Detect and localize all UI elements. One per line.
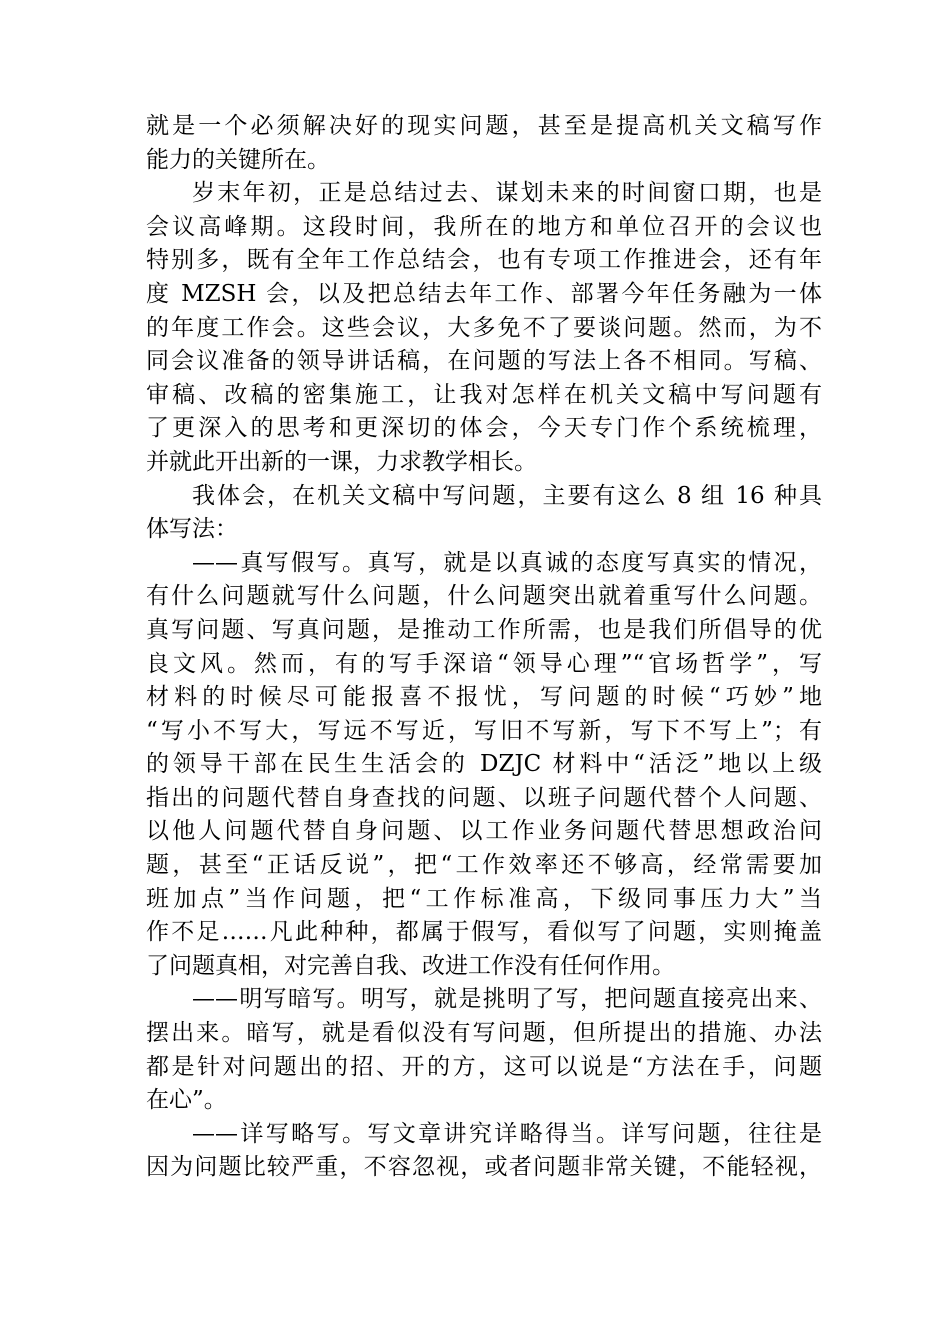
- text-line: ——明写暗写。明写，就是挑明了写，把问题直接亮出来、: [192, 986, 822, 1013]
- text-line: “写小不写大，写远不写近，写旧不写新，写下不写上”；有: [146, 717, 822, 744]
- text-line: 能力的关键所在。: [146, 146, 330, 173]
- text-line: 度 MZSH 会，以及把总结去年工作、部署今年任务融为一体: [146, 280, 822, 307]
- text-line: 我体会，在机关文稿中写问题，主要有这么 8 组 16 种具: [192, 482, 822, 509]
- text-line: 的领导干部在民生生活会的 DZJC 材料中“活泛”地以上级: [146, 751, 822, 778]
- text-line: 指出的问题代替自身查找的问题、以班子问题代替个人问题、: [146, 784, 822, 811]
- text-line: ——详写略写。写文章讲究详略得当。详写问题，往往是: [192, 1120, 822, 1147]
- text-line: 同会议准备的领导讲话稿，在问题的写法上各不相同。写稿、: [146, 348, 822, 375]
- text-line: 都是针对问题出的招、开的方，这可以说是“方法在手，问题: [146, 1053, 822, 1080]
- text-line: 作不足……凡此种种，都属于假写，看似写了问题，实则掩盖: [146, 919, 822, 946]
- text-line: 真写问题、写真问题，是推动工作所需，也是我们所倡导的优: [146, 616, 822, 643]
- text-line: 就是一个必须解决好的现实问题，甚至是提高机关文稿写作: [146, 113, 822, 139]
- paragraph: [146, 177, 822, 479]
- text-line: 在心”。: [146, 1087, 227, 1114]
- body-text: [146, 110, 822, 1185]
- text-line: 审稿、改稿的密集施工，让我对怎样在机关文稿中写问题有: [146, 381, 822, 408]
- text-line: 会议高峰期。这段时间，我所在的地方和单位召开的会议也: [146, 213, 822, 240]
- text-line: 摆出来。暗写，就是看似没有写问题，但所提出的措施、办法: [146, 1020, 822, 1047]
- text-line: ——真写假写。真写，就是以真诚的态度写真实的情况，: [192, 549, 822, 576]
- text-line: 的年度工作会。这些会议，大多免不了要谈问题。然而，为不: [146, 314, 822, 341]
- text-line: 良文风。然而，有的写手深谙“领导心理”“官场哲学”，写: [146, 650, 822, 677]
- text-line: 了更深入的思考和更深切的体会，今天专门作个系统梳理，: [146, 415, 822, 442]
- paragraph: [146, 480, 822, 547]
- text-line: 了问题真相，对完善自我、改进工作没有任何作用。: [146, 952, 675, 979]
- text-line: 特别多，既有全年工作总结会，也有专项工作推进会，还有年: [146, 247, 822, 274]
- paragraph: [146, 983, 822, 1117]
- text-line: 题，甚至“正话反说”，把“工作效率还不够高，经常需要加: [146, 852, 822, 879]
- text-line: 以他人问题代替自身问题、以工作业务问题代替思想政治问: [146, 818, 822, 845]
- text-line: 材料的时候尽可能报喜不报忧，写问题的时候“巧妙”地: [146, 684, 822, 711]
- text-line: 岁末年初，正是总结过去、谋划未来的时间窗口期，也是: [192, 180, 822, 207]
- text-line: 并就此开出新的一课，力求教学相长。: [146, 448, 537, 475]
- text-line: 有什么问题就写什么问题，什么问题突出就着重写什么问题。: [146, 583, 822, 610]
- text-line: 因为问题比较严重，不容忽视，或者问题非常关键，不能轻视，: [146, 1154, 822, 1181]
- paragraph: [146, 110, 822, 177]
- paragraph: [146, 547, 822, 984]
- text-line: 体写法：: [146, 516, 238, 543]
- text-line: 班加点”当作问题，把“工作标准高，下级同事压力大”当: [146, 885, 822, 912]
- paragraph: [146, 1118, 822, 1185]
